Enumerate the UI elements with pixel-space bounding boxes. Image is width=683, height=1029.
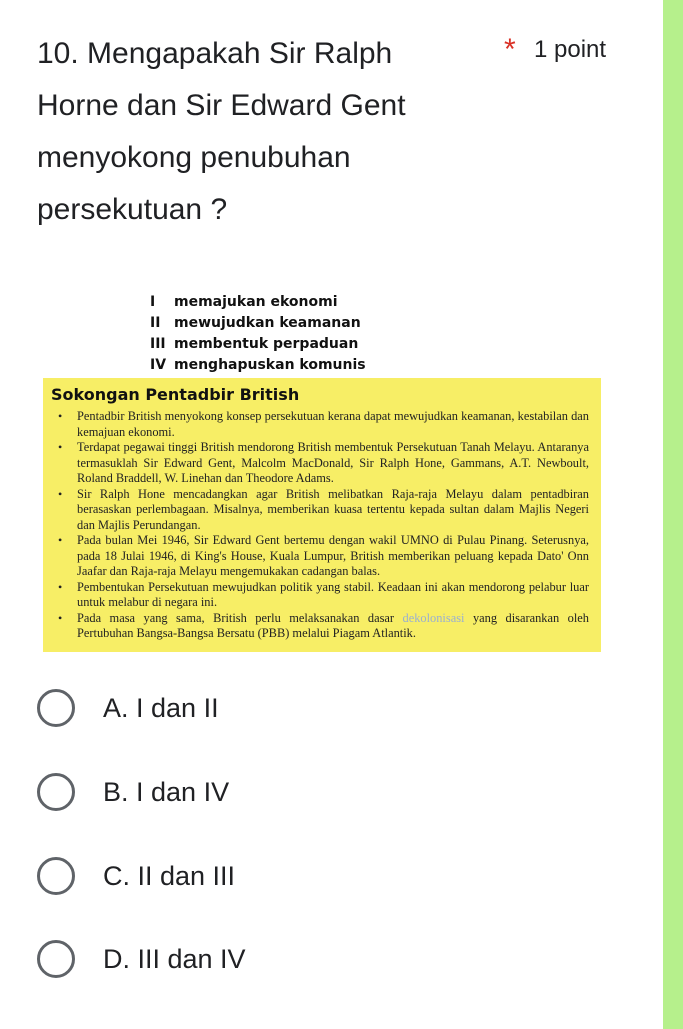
option-a[interactable] xyxy=(37,687,219,729)
info-bullet: • Pada bulan Mei 1946, Sir Edward Gent bertemu dengan wakil UMNO di Pulau Pinang. Seterusnya, pada 18 Julai 1946, di King's House, Kuala Lumpur, British memberikan peluang kepada Dato' Onn Jaafar dan Raja-raja Melayu mengemukakan cadangan balas. xyxy=(77,533,589,580)
statement-text: memajukan ekonomi xyxy=(174,294,338,310)
option-d[interactable] xyxy=(37,938,246,980)
option-label: A. I dan II xyxy=(103,692,219,723)
statement-item xyxy=(150,355,366,376)
statement-number: IV xyxy=(150,357,167,373)
question-points: 1 point xyxy=(534,36,607,63)
statement-number: I xyxy=(150,294,156,310)
statement-text: menghapuskan komunis xyxy=(174,357,366,373)
radio-button[interactable] xyxy=(37,857,75,895)
option-label: C. II dan III xyxy=(103,860,236,891)
statement-text: mewujudkan keamanan xyxy=(174,315,361,331)
statement-item xyxy=(150,313,366,334)
info-bullet xyxy=(77,611,589,642)
option-b[interactable] xyxy=(37,771,229,813)
info-box-list xyxy=(51,409,589,642)
statement-number: II xyxy=(150,315,161,331)
radio-button[interactable] xyxy=(37,773,75,811)
option-label: B. I dan IV xyxy=(103,776,230,807)
option-c[interactable] xyxy=(37,855,235,897)
question-title: 10. Mengapakah Sir Ralph Horne dan Sir Edward Gent menyokong penubuhan persekutuan ? xyxy=(37,37,406,226)
info-bullet-text: Pada masa yang sama, British perlu melaksanakan dasar xyxy=(77,610,403,625)
side-accent-bar xyxy=(663,0,683,1029)
info-bullet: • Pembentukan Persekutuan mewujudkan politik yang stabil. Keadaan ini akan mendorong pelabur luar untuk melabur di negara ini. xyxy=(77,580,589,611)
info-bullet: • Sir Ralph Hone mencadangkan agar British melibatkan Raja-raja Melayu dalam pentadbiran berasaskan perlembagaan. Misalnya, memberikan kuasa tertentu kepada sultan dalam Majlis Negeri dan Majlis Perundangan. xyxy=(77,487,589,534)
info-bullet: • Pentadbir British menyokong konsep persekutuan kerana dapat mewujudkan keamanan, kestabilan dan kemajuan ekonomi. xyxy=(77,409,589,440)
question-image-info-box xyxy=(43,378,601,652)
statement-number: III xyxy=(150,336,166,352)
statement-text: membentuk perpaduan xyxy=(174,336,359,352)
statement-item xyxy=(150,334,366,355)
info-bullet: • Terdapat pegawai tinggi British mendorong British membentuk Persekutuan Tanah Melayu. Antaranya termasuklah Sir Edward Gent, Malcolm MacDonald, Sir Ralph Hone, Gammans, A.T. Newboult, Roland Braddell, W. Linehan dan Theodore Adams. xyxy=(77,440,589,487)
statement-item xyxy=(150,292,366,313)
info-box-title: Sokongan Pentadbir British xyxy=(51,385,300,404)
statement-list xyxy=(150,292,366,376)
radio-button[interactable] xyxy=(37,689,75,727)
option-label: D. III dan IV xyxy=(103,943,246,974)
required-asterisk: * xyxy=(504,33,516,66)
info-bullet-text: yang disarankan oleh Pertubuhan Bangsa-Bangsa Bersatu (PBB) melalui Piagam Atlantik. xyxy=(77,610,589,640)
info-bullet-faded-word: dekolonisasi xyxy=(402,610,465,625)
radio-button[interactable] xyxy=(37,940,75,978)
